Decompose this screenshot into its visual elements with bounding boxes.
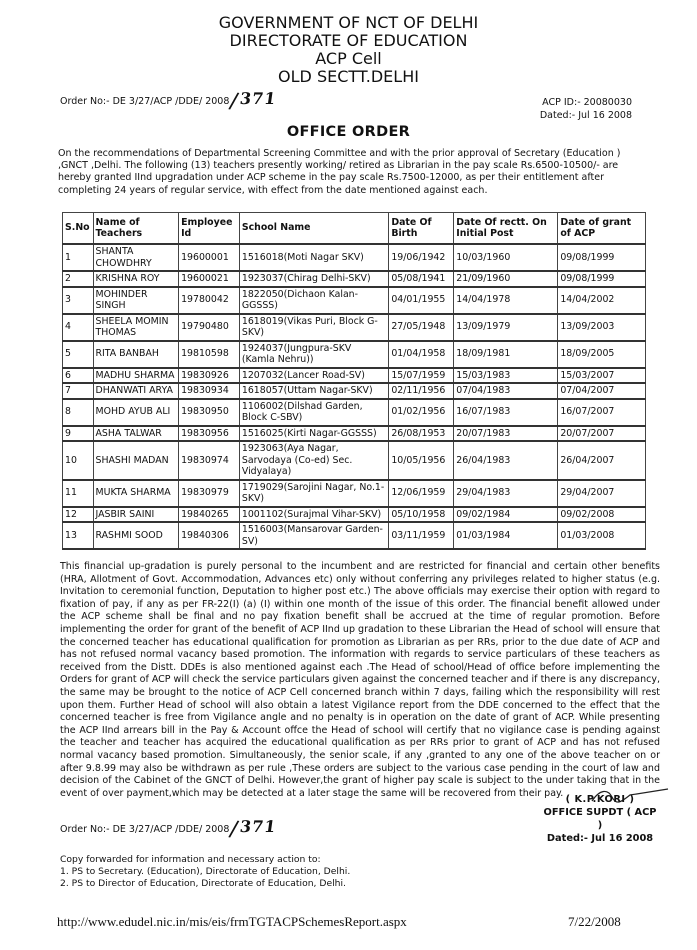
table-row [63,441,646,480]
cell-dob: 01/02/1956 [389,399,454,426]
cell-dob: 02/11/1956 [389,383,454,399]
cell-school: 1924037(Jungpura-SKV (Kamla Nehru)) [239,341,388,368]
cell-employee-id: 19830956 [179,426,240,442]
table-row [63,399,646,426]
cell-name: MOHD AYUB ALI [93,399,179,426]
cell-acp-grant-date: 29/04/2007 [558,480,646,507]
cell-dob: 19/06/1942 [389,244,454,271]
cell-dob: 01/04/1958 [389,341,454,368]
cell-acp-grant-date: 07/04/2007 [558,383,646,399]
signature-date: Dated:- Jul 16 2008 [546,833,654,844]
cell-employee-id: 19840306 [179,522,240,549]
cell-acp-grant-date: 18/09/2005 [558,341,646,368]
table-row [63,383,646,399]
cell-sno: 13 [63,522,94,549]
handwritten-slash: / [227,88,241,115]
cell-sno: 9 [63,426,94,442]
document-title: OFFICE ORDER [286,124,411,140]
cell-name: JASBIR SAINI [93,507,179,523]
cell-recruitment-date: 15/03/1983 [454,368,558,384]
order-number-repeat [60,816,278,843]
cell-name: KRISHNA ROY [93,271,179,287]
cell-employee-id: 19790480 [179,314,240,341]
signatory-designation: OFFICE SUPDT ( ACP ) [543,807,657,831]
cell-acp-grant-date: 09/02/2008 [558,507,646,523]
header-location: OLD SECTT.DELHI [278,67,419,86]
cell-employee-id: 19830950 [179,399,240,426]
signatory-name: ( K.P.KORI ) [565,794,635,805]
cell-recruitment-date: 18/09/1981 [454,341,558,368]
table-row [63,522,646,549]
cell-sno: 5 [63,341,94,368]
col-employee-id: Employee Id [179,213,240,245]
cell-school: 1719029(Sarojini Nagar, No.1-SKV) [239,480,388,507]
cell-employee-id: 19810598 [179,341,240,368]
col-dob: Date Of Birth [389,213,454,245]
signature-block [540,793,660,845]
table-header-row [63,213,646,245]
table-row [63,314,646,341]
table-row [63,244,646,271]
cell-dob: 12/06/1959 [389,480,454,507]
cell-dob: 27/05/1948 [389,314,454,341]
cell-dob: 05/08/1941 [389,271,454,287]
cell-name: SHEELA MOMIN THOMAS [93,314,179,341]
cell-acp-grant-date: 20/07/2007 [558,426,646,442]
cell-recruitment-date: 21/09/1960 [454,271,558,287]
acp-id: ACP ID:- 20080030 [542,97,632,108]
cell-employee-id: 19840265 [179,507,240,523]
footer-date: 7/22/2008 [568,914,621,929]
copy-intro: Copy forwarded for information and necessary action to: [60,854,321,865]
intro-paragraph: On the recommendations of Departmental Screening Committee and with the prior approval of Secretary (Education ) ,GNCT ,Delhi. The following (13) teachers presently working/ retired as Librarian in the pay scale Rs.6500-10500/- are hereby granted IInd upgradation under ACP scheme in the pay scale Rs.7500-12000, as per their entitlement after completing 24 years of regular service, with effect from the date mentioned against each. [58,148,621,196]
cell-sno: 4 [63,314,94,341]
cell-sno: 10 [63,441,94,480]
cell-acp-grant-date: 13/09/2003 [558,314,646,341]
table-row [63,368,646,384]
cell-recruitment-date: 07/04/1983 [454,383,558,399]
col-acp-grant-date: Date of grant of ACP [558,213,646,245]
terms-paragraph: This financial up-gradation is purely personal to the incumbent and are restricted for financial and certain other benefits (HRA, Allotment of Govt. Accommodation, Advances etc) only without conferring any privileges related to higher status (e.g. Invitation to ceremonial function, Deputation to higher post etc.) The above officials may exercise their option with regard to fixation of pay, if any as per FR-22(I) (a) (I) within one month of the issue of this order. The financial benefit allowed under the ACP scheme shall be final and no pay fixation benefit shall be accrued at the time of regular promotion. Before implementing the order for grant of the benefit of ACP IInd up gradation to these Librarian the Head of school will ensure that the concerned teacher has educational qualification for promotion as Librarian as per RRs, prior to the due date of ACP and has not refused normal vacancy based promotion. The information with regards to service particulars of these teachers as received from the Distt. DDEs is also mentioned against each .The Head of school/Head of office before implementing the Orders for grant of ACP will check the service particulars given against the concerned teacher and if there is any discrepancy, the same may be brought to the notice of ACP Cell concerned branch within 7 days, failing which the responsibility will rest upon them. Further Head of school will also obtain a latest Vigilance report from the DDE concerned to the effect that the concerned teacher is free from Vigilance angle and no penalty is in operation on the date of grant of ACP. While presenting the ACP IInd arrears bill in the Pay & Account offce the Head of school will certify that no vigilance case is pending against the teacher and teacher has acquired the educational qualification as per RRs prior to grant of ACP and has not refused normal vacancy based promotion. Simultaneously, the senior scale, if any ,granted to any one of the above teacher on or after 9.8.99 may also be withdrawn as per rule ,These orders are subject to the various case pending in the court of law and decision of the Cabinet of the GNCT of Delhi. However,the grant of higher pay scale is subject to the under taking that in the event of over payment,which may be detected at a later stage the same will be recovered from their pay. [60,561,660,799]
cell-employee-id: 19780042 [179,287,240,314]
footer-url: http://www.edudel.nic.in/mis/eis/frmTGTACPSchemesReport.aspx [57,914,407,929]
cell-name: MOHINDER SINGH [93,287,179,314]
cell-recruitment-date: 13/09/1979 [454,314,558,341]
cell-school: 1923037(Chirag Delhi-SKV) [239,271,388,287]
copy-forwarded [60,854,350,890]
cell-school: 1516018(Moti Nagar SKV) [239,244,388,271]
cell-school: 1618019(Vikas Puri, Block G-SKV) [239,314,388,341]
cell-sno: 6 [63,368,94,384]
header-cell: ACP Cell [315,49,382,68]
copy-item: 1. PS to Secretary. (Education), Directorate of Education, Delhi. [60,866,351,877]
cell-acp-grant-date: 01/03/2008 [558,522,646,549]
order-number [60,88,278,115]
cell-acp-grant-date: 09/08/1999 [558,271,646,287]
cell-dob: 26/08/1953 [389,426,454,442]
order-date: Dated:- Jul 16 2008 [539,110,632,121]
cell-name: SHANTA CHOWDHRY [93,244,179,271]
handwritten-slash: / [227,816,241,843]
cell-dob: 10/05/1956 [389,441,454,480]
col-school: School Name [239,213,388,245]
cell-recruitment-date: 01/03/1984 [454,522,558,549]
cell-sno: 1 [63,244,94,271]
order-number-prefix: Order No:- DE 3/27/ACP /DDE/ 2008 [60,824,230,835]
handwritten-order-number: 371 [238,817,278,836]
cell-employee-id: 19830926 [179,368,240,384]
cell-acp-grant-date: 14/04/2002 [558,287,646,314]
handwritten-order-number: 371 [238,89,278,108]
cell-acp-grant-date: 16/07/2007 [558,399,646,426]
cell-sno: 11 [63,480,94,507]
cell-sno: 2 [63,271,94,287]
col-name: Name of Teachers [93,213,179,245]
cell-recruitment-date: 29/04/1983 [454,480,558,507]
cell-name: RASHMI SOOD [93,522,179,549]
cell-dob: 05/10/1958 [389,507,454,523]
cell-sno: 12 [63,507,94,523]
copy-item: 2. PS to Director of Education, Directorate of Education, Delhi. [60,878,346,889]
header-directorate: DIRECTORATE OF EDUCATION [229,31,468,50]
cell-school: 1822050(Dichaon Kalan-GGSSS) [239,287,388,314]
cell-dob: 04/01/1955 [389,287,454,314]
cell-school: 1207032(Lancer Road-SV) [239,368,388,384]
cell-name: DHANWATI ARYA [93,383,179,399]
teachers-table [62,212,646,550]
cell-sno: 7 [63,383,94,399]
cell-employee-id: 19600021 [179,271,240,287]
cell-acp-grant-date: 26/04/2007 [558,441,646,480]
cell-employee-id: 19600001 [179,244,240,271]
col-sno: S.No [63,213,94,245]
acp-id-block [540,96,632,122]
cell-name: RITA BANBAH [93,341,179,368]
table-row [63,507,646,523]
col-recruitment-date: Date Of rectt. On Initial Post [454,213,558,245]
cell-recruitment-date: 16/07/1983 [454,399,558,426]
cell-school: 1001102(Surajmal Vihar-SKV) [239,507,388,523]
cell-school: 1106002(Dilshad Garden, Block C-SBV) [239,399,388,426]
cell-school: 1923063(Aya Nagar, Sarvodaya (Co-ed) Sec. Vidyalaya) [239,441,388,480]
cell-recruitment-date: 09/02/1984 [454,507,558,523]
order-number-prefix: Order No:- DE 3/27/ACP /DDE/ 2008 [60,96,230,107]
cell-school: 1516025(Kirti Nagar-GGSSS) [239,426,388,442]
cell-recruitment-date: 26/04/1983 [454,441,558,480]
cell-recruitment-date: 14/04/1978 [454,287,558,314]
cell-employee-id: 19830934 [179,383,240,399]
cell-name: MADHU SHARMA [93,368,179,384]
cell-name: MUKTA SHARMA [93,480,179,507]
table-row [63,341,646,368]
cell-acp-grant-date: 09/08/1999 [558,244,646,271]
cell-name: SHASHI MADAN [93,441,179,480]
cell-name: ASHA TALWAR [93,426,179,442]
cell-recruitment-date: 20/07/1983 [454,426,558,442]
cell-dob: 03/11/1959 [389,522,454,549]
cell-sno: 8 [63,399,94,426]
cell-recruitment-date: 10/03/1960 [454,244,558,271]
cell-employee-id: 19830979 [179,480,240,507]
cell-sno: 3 [63,287,94,314]
table-row [63,271,646,287]
header-government: GOVERNMENT OF NCT OF DELHI [218,13,479,32]
table-row [63,480,646,507]
cell-school: 1516003(Mansarovar Garden-SV) [239,522,388,549]
cell-acp-grant-date: 15/03/2007 [558,368,646,384]
cell-school: 1618057(Uttam Nagar-SKV) [239,383,388,399]
cell-employee-id: 19830974 [179,441,240,480]
table-row [63,426,646,442]
table-row [63,287,646,314]
cell-dob: 15/07/1959 [389,368,454,384]
